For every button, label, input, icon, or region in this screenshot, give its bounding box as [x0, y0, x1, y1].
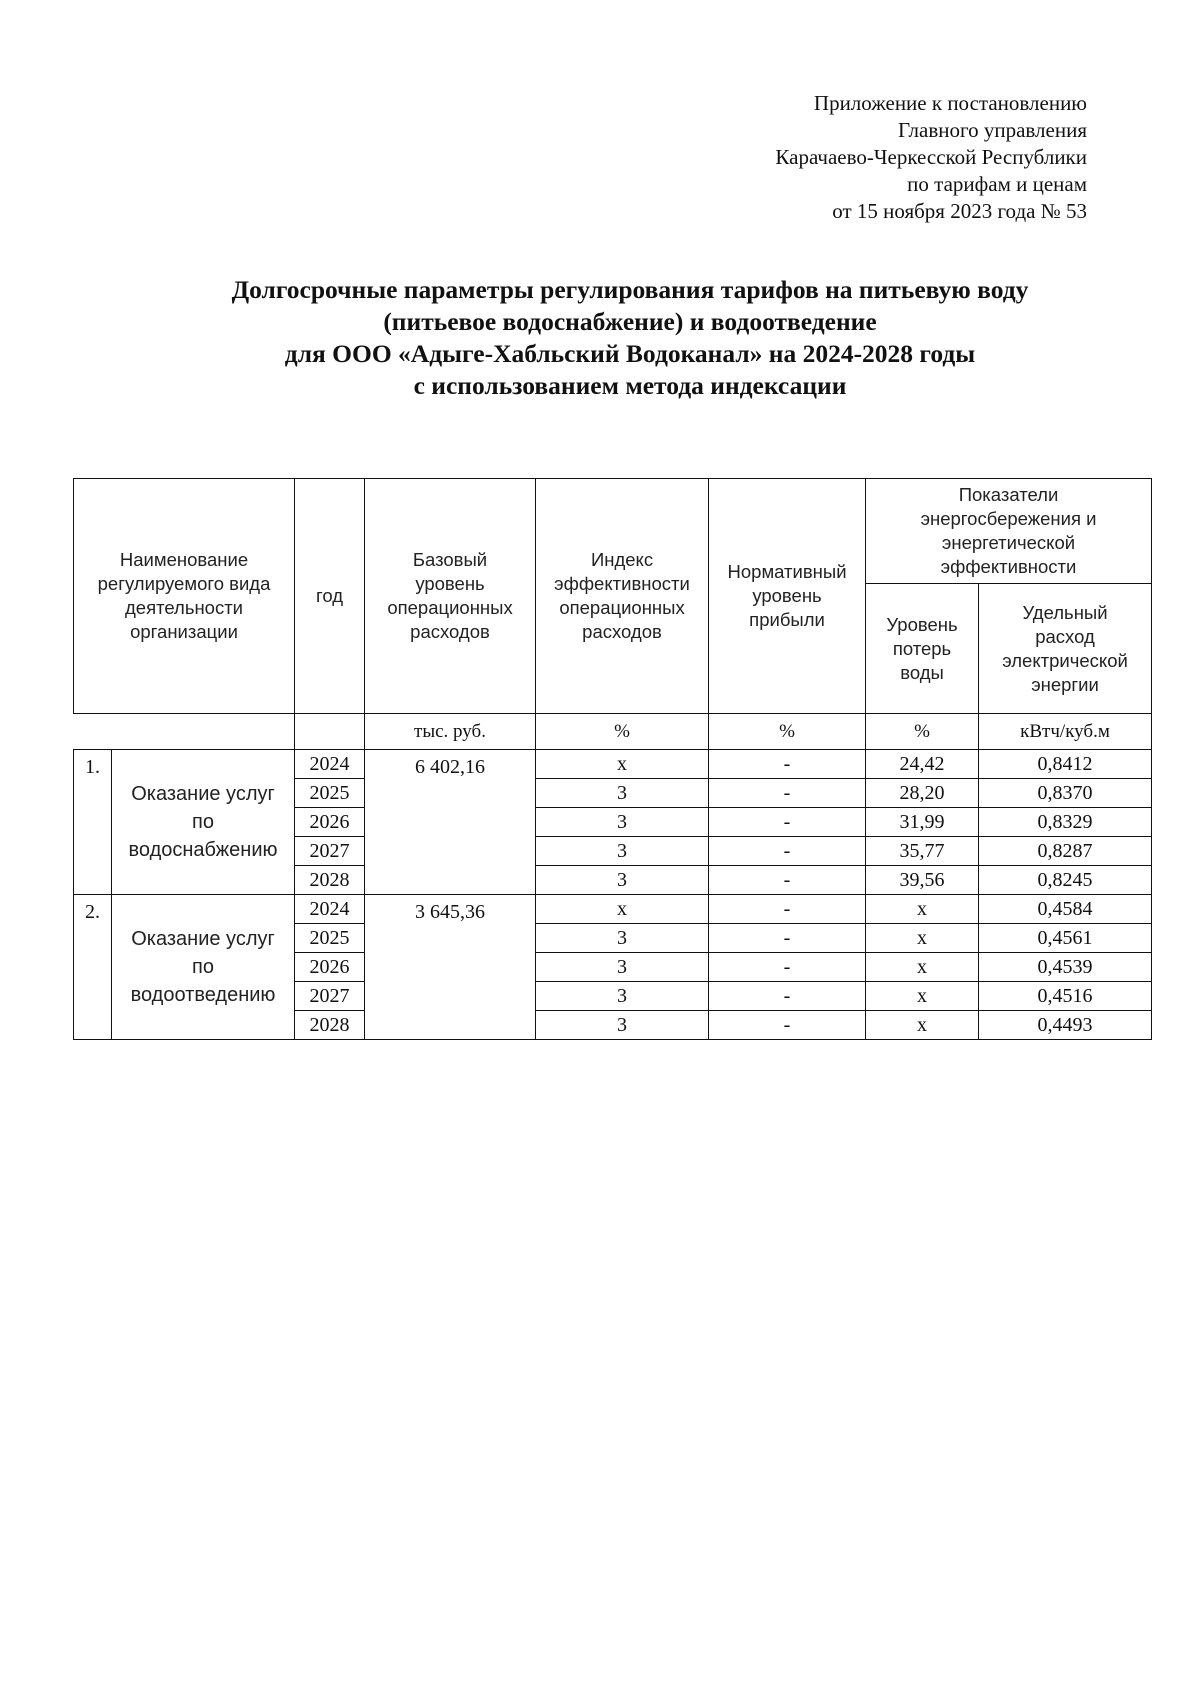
row-water-loss: x	[866, 924, 979, 953]
col-header-base-opex: Базовый уровень операционных расходов	[365, 479, 536, 714]
row-year: 2025	[295, 779, 365, 808]
unit-electricity: кВтч/куб.м	[979, 714, 1152, 750]
row-water-loss: 24,42	[866, 750, 979, 779]
col-header-activity: Наименование регулируемого вида деятельности организации	[74, 479, 295, 714]
row-efficiency-index: 3	[536, 779, 709, 808]
row-year: 2025	[295, 924, 365, 953]
row-year: 2024	[295, 895, 365, 924]
title-line: (питьевое водоснабжение) и водоотведение	[383, 307, 877, 336]
row-profit: -	[709, 924, 866, 953]
table-row	[74, 750, 1152, 779]
row-profit: -	[709, 953, 866, 982]
row-electricity: 0,4561	[979, 924, 1152, 953]
row-electricity: 0,8329	[979, 808, 1152, 837]
row-year: 2027	[295, 982, 365, 1011]
row-efficiency-index: 3	[536, 982, 709, 1011]
title-line: с использованием метода индексации	[413, 371, 847, 400]
row-electricity: 0,4539	[979, 953, 1152, 982]
row-year: 2027	[295, 837, 365, 866]
col-header-energy-group: Показатели энергосбережения и энергетической эффективности	[866, 479, 1152, 584]
row-efficiency-index: 3	[536, 866, 709, 895]
col-header-water-loss: Уровень потерь воды	[866, 584, 979, 714]
row-profit: -	[709, 1011, 866, 1040]
header-line: от 15 ноября 2023 года № 53	[832, 199, 1087, 223]
row-water-loss: x	[866, 895, 979, 924]
row-electricity: 0,4493	[979, 1011, 1152, 1040]
row-profit: -	[709, 750, 866, 779]
row-water-loss: 39,56	[866, 866, 979, 895]
col-header-efficiency-index: Индекс эффективности операционных расходов	[536, 479, 709, 714]
row-year: 2026	[295, 808, 365, 837]
title-line: для ООО «Адыге-Хабльский Водоканал» на 2024-2028 годы	[284, 339, 976, 368]
row-water-loss: 35,77	[866, 837, 979, 866]
row-efficiency-index: 3	[536, 924, 709, 953]
row-electricity: 0,8287	[979, 837, 1152, 866]
row-efficiency-index: 3	[536, 808, 709, 837]
row-electricity: 0,4516	[979, 982, 1152, 1011]
header-line: Карачаево-Черкесской Республики	[775, 145, 1087, 169]
row-profit: -	[709, 895, 866, 924]
tariff-parameters-table	[73, 478, 1152, 1040]
col-header-year: год	[295, 479, 365, 714]
col-header-profit: Нормативный уровень прибыли	[709, 479, 866, 714]
section-number: 2.	[74, 895, 112, 1040]
unit-profit: %	[709, 714, 866, 750]
appendix-header	[600, 90, 1087, 225]
row-electricity: 0,8412	[979, 750, 1152, 779]
unit-efficiency-index: %	[536, 714, 709, 750]
row-water-loss: 28,20	[866, 779, 979, 808]
table-row	[74, 895, 1152, 924]
row-water-loss: x	[866, 1011, 979, 1040]
section-activity-name: Оказание услуг по водоотведению	[112, 895, 295, 1040]
row-year: 2024	[295, 750, 365, 779]
section-activity-name: Оказание услуг по водоснабжению	[112, 750, 295, 895]
row-electricity: 0,8245	[979, 866, 1152, 895]
row-efficiency-index: x	[536, 750, 709, 779]
header-line: Приложение к постановлению	[813, 91, 1087, 115]
row-efficiency-index: 3	[536, 837, 709, 866]
col-header-electricity: Удельный расход электрической энергии	[979, 584, 1152, 714]
units-blank	[74, 714, 295, 750]
row-electricity: 0,4584	[979, 895, 1152, 924]
row-year: 2026	[295, 953, 365, 982]
row-profit: -	[709, 837, 866, 866]
row-efficiency-index: 3	[536, 953, 709, 982]
section-number: 1.	[74, 750, 112, 895]
section-base-opex: 6 402,16	[365, 750, 536, 895]
row-water-loss: 31,99	[866, 808, 979, 837]
document-title	[90, 274, 1170, 402]
row-efficiency-index: 3	[536, 1011, 709, 1040]
row-water-loss: x	[866, 982, 979, 1011]
row-water-loss: x	[866, 953, 979, 982]
row-profit: -	[709, 866, 866, 895]
row-profit: -	[709, 808, 866, 837]
title-line: Долгосрочные параметры регулирования тарифов на питьевую воду	[231, 275, 1029, 304]
unit-base-opex: тыс. руб.	[365, 714, 536, 750]
units-year-blank	[295, 714, 365, 750]
row-profit: -	[709, 779, 866, 808]
row-profit: -	[709, 982, 866, 1011]
header-line: Главного управления	[898, 118, 1087, 142]
header-line: по тарифам и ценам	[907, 172, 1087, 196]
row-year: 2028	[295, 1011, 365, 1040]
row-efficiency-index: x	[536, 895, 709, 924]
unit-water-loss: %	[866, 714, 979, 750]
section-base-opex: 3 645,36	[365, 895, 536, 1040]
row-year: 2028	[295, 866, 365, 895]
row-electricity: 0,8370	[979, 779, 1152, 808]
